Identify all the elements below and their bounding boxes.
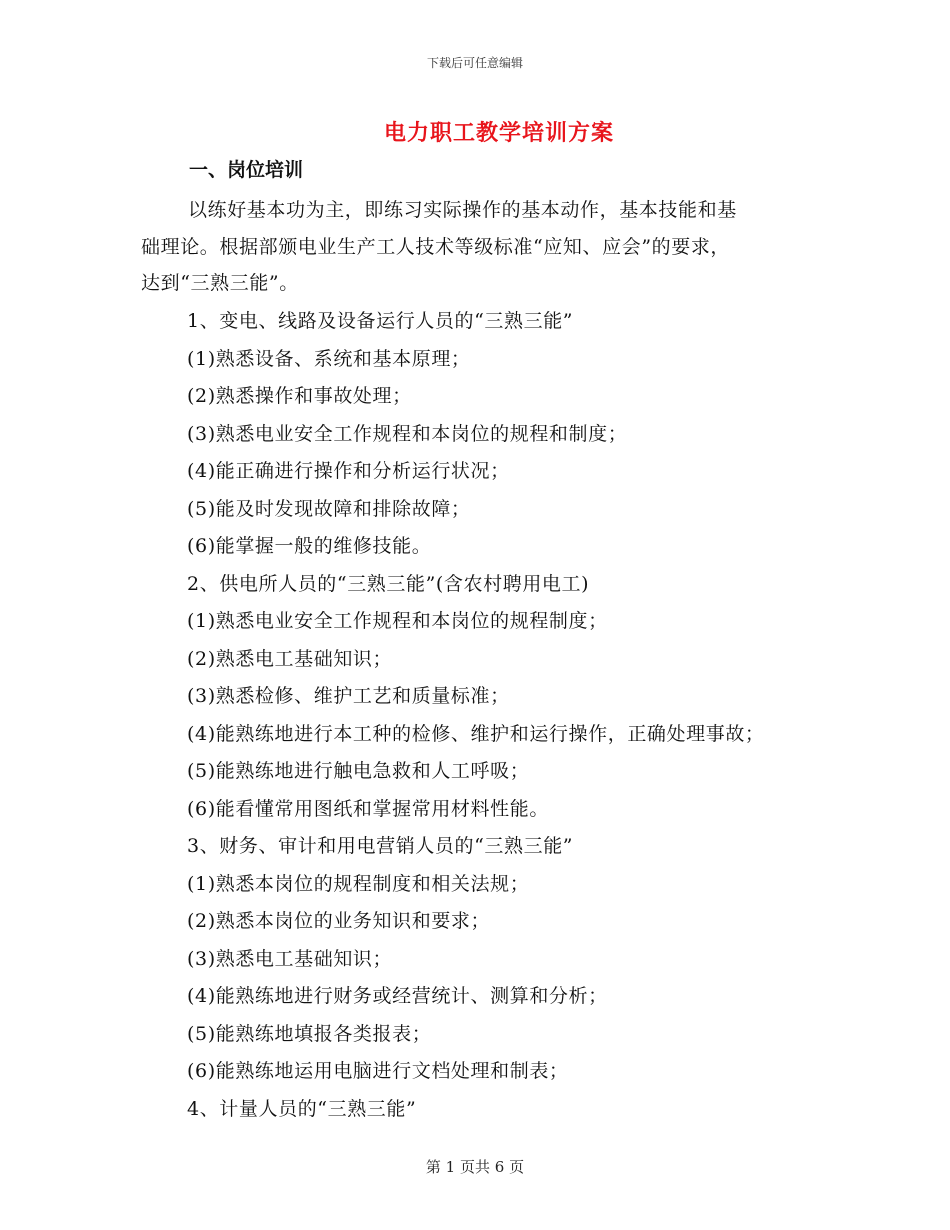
- list-item: (4)能熟练地进行本工种的检修、维护和运行操作，正确处理事故；: [187, 722, 765, 745]
- list-item: (5)能熟练地填报各类报表；: [187, 1022, 432, 1045]
- list-item: (4)能正确进行操作和分析运行状况；: [187, 460, 510, 482]
- list-item: (1)熟悉本岗位的规程制度和相关法规；: [187, 872, 530, 895]
- list-item: (2)熟悉操作和事故处理；: [187, 385, 412, 407]
- list-item: (3)熟悉电工基础知识；: [187, 947, 393, 970]
- list-item: (5)能熟练地进行触电急救和人工呼吸；: [187, 760, 530, 782]
- list-item: (6)能看懂常用图纸和掌握常用材料性能。: [187, 797, 549, 820]
- list-item: (1)熟悉电业安全工作规程和本岗位的规程制度；: [187, 610, 608, 632]
- list-item: (4)能熟练地进行财务或经营统计、测算和分析；: [187, 985, 608, 1007]
- list-item: (2)熟悉本岗位的业务知识和要求；: [187, 910, 491, 932]
- intro-line-2: 础理论。根据部颁电业生产工人技术等级标准“应知、应会”的要求，: [141, 235, 731, 258]
- intro-paragraph: [141, 192, 831, 302]
- list-item: (6)能掌握一般的维修技能。: [187, 535, 432, 557]
- page-footer: 第 1 页共 6 页: [425, 1158, 525, 1176]
- list-item: 3、财务、审计和用电营销人员的“三熟三能”: [187, 835, 574, 857]
- list-item: (5)能及时发现故障和排除故障；: [187, 497, 471, 520]
- list-item: 4、计量人员的“三熟三能”: [187, 1097, 417, 1120]
- list-item: (6)能熟练地运用电脑进行文档处理和制表；: [187, 1060, 569, 1082]
- list-item: (1)熟悉设备、系统和基本原理；: [187, 347, 471, 370]
- list-item: (2)熟悉电工基础知识；: [187, 647, 393, 670]
- page-header: 下载后可任意编辑: [426, 56, 523, 70]
- list-item: 1、变电、线路及设备运行人员的“三熟三能”: [187, 310, 574, 332]
- document-title: 电力职工教学培训方案: [383, 121, 614, 146]
- list-item: (3)熟悉检修、维护工艺和质量标准；: [187, 685, 510, 707]
- item-list: [187, 303, 887, 1128]
- section-heading: 一、岗位培训: [189, 159, 304, 181]
- list-item: (3)熟悉电业安全工作规程和本岗位的规程和制度；: [187, 422, 628, 445]
- intro-line-1: 以练好基本功为主，即练习实际操作的基本动作，基本技能和基: [188, 199, 737, 221]
- intro-line-3: 达到“三熟三能”。: [141, 272, 299, 294]
- list-item: 2、供电所人员的“三熟三能”(含农村聘用电工): [187, 572, 590, 595]
